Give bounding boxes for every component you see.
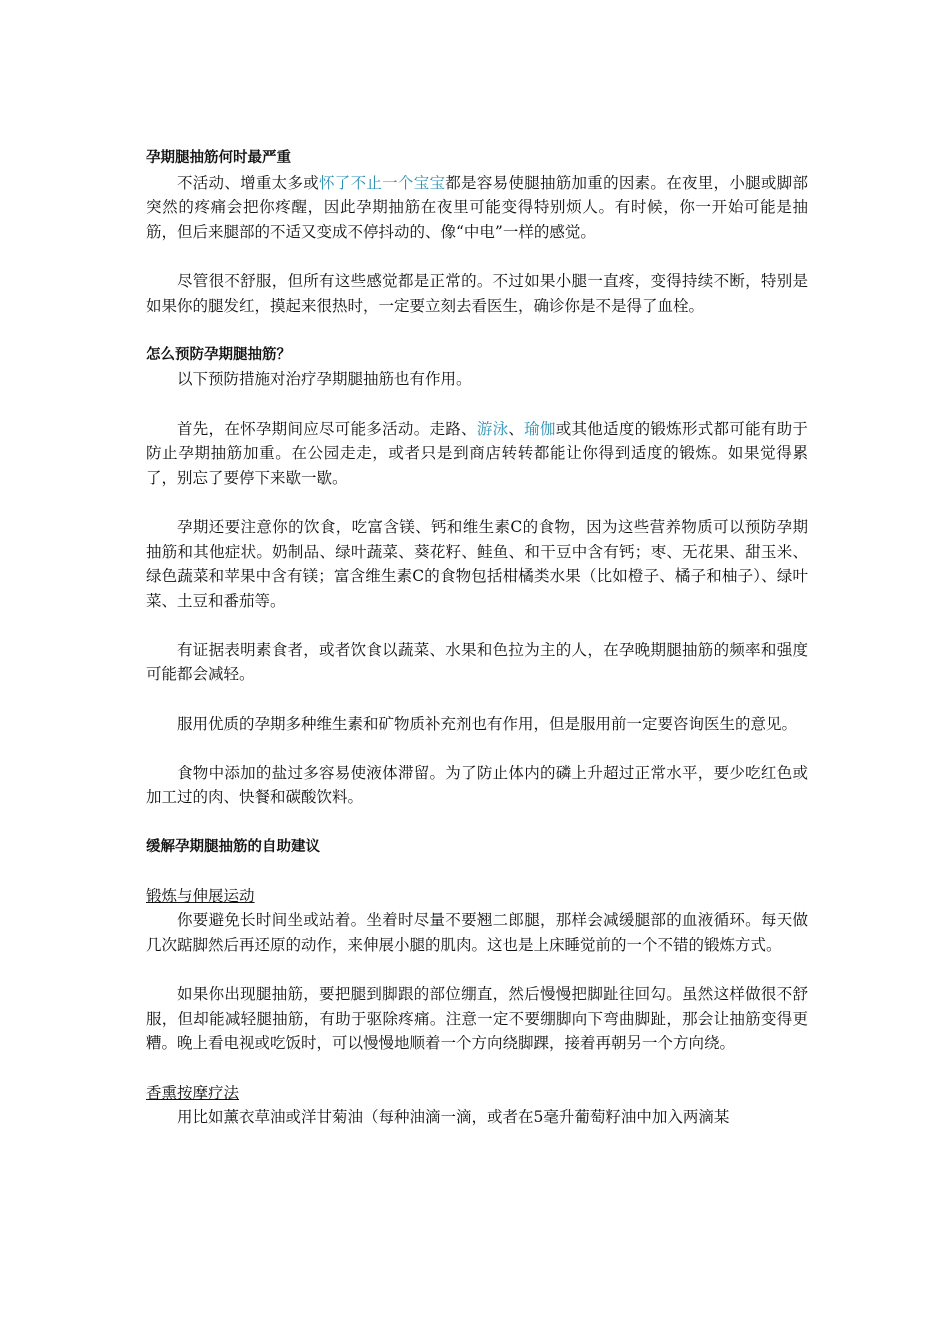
paragraph-prevention-3: 孕期还要注意你的饮食，吃富含镁、钙和维生素C的食物，因为这些营养物质可以预防孕期抽筋和其他症状。奶制品、绿叶蔬菜、葵花籽、鲑鱼、和干豆中含有钙；枣、无花果、甜玉米、绿色蔬菜和苹果中含有镁；富含维生素C的食物包括柑橘类水果（比如橙子、橘子和柚子）、绿叶菜、土豆和番茄等。	[146, 517, 808, 610]
paragraph-self-help-3: 用比如薰衣草油或洋甘菊油（每种油滴一滴，或者在5毫升葡萄籽油中加入两滴某	[177, 1108, 730, 1127]
paragraph-prevention-5: 服用优质的孕期多种维生素和矿物质补充剂也有作用，但是服用前一定要咨询医生的意见。	[177, 714, 798, 733]
paragraph-prevention-4: 有证据表明素食者，或者饮食以蔬菜、水果和色拉为主的人，在孕晚期腿抽筋的频率和强度可能都会减轻。	[146, 640, 808, 684]
paragraph-self-help-1: 你要避免长时间坐或站着。坐着时尽量不要翘二郎腿，那样会减缓腿部的血液循环。每天做几次踮脚然后再还原的动作，来伸展小腿的肌肉。这也是上床睡觉前的一个不错的锻炼方式。	[146, 911, 808, 954]
section-heading-self-help: 缓解孕期腿抽筋的自助建议	[146, 838, 320, 855]
paragraph-prevention-2: 首先，在怀孕期间应尽可能多活动。走路、游泳、瑜伽或其他适度的锻炼形式都可能有助于防止孕期抽筋加重。在公园走走，或者只是到商店转转都能让你得到适度的锻炼。如果觉得累了，别忘了要停下来歇一歇。	[146, 419, 808, 487]
subheading-aromatherapy: 香熏按摩疗法	[146, 1083, 240, 1102]
paragraph-when-worst-1: 不活动、增重太多或怀了不止一个宝宝都是容易使腿抽筋加重的因素。在夜里，小腿或脚部突然的疼痛会把你疼醒，因此孕期抽筋在夜里可能变得特别烦人。有时候，你一开始可能是抽筋，但后来腿部的不适又变成不停抖动的、像“中电”一样的感觉。	[146, 173, 808, 241]
section-heading-prevention: 怎么预防孕期腿抽筋？	[146, 346, 291, 363]
link-multiple-babies[interactable]: 怀了不止一个宝宝	[319, 173, 446, 192]
paragraph-prevention-6: 食物中添加的盐过多容易使液体滞留。为了防止体内的磷上升超过正常水平，要少吃红色或加工过的肉、快餐和碳酸饮料。	[146, 763, 808, 807]
link-swimming[interactable]: 游泳	[476, 419, 509, 438]
paragraph-self-help-2: 如果你出现腿抽筋，要把腿到脚跟的部位绷直，然后慢慢把脚趾往回勾。虽然这样做很不舒服，但却能减轻腿抽筋，有助于驱除疼痛。注意一定不要绷脚向下弯曲脚趾，那会让抽筋变得更糟。晚上看电视或吃饭时，可以慢慢地顺着一个方向绕脚踝，接着再朝另一个方向绕。	[146, 985, 808, 1053]
paragraph-when-worst-2: 尽管很不舒服，但所有这些感觉都是正常的。不过如果小腿一直疼，变得持续不断，特别是如果你的腿发红，摸起来很热时，一定要立刻去看医生，确诊你是不是得了血栓。	[146, 271, 808, 315]
section-heading-when-worst: 孕期腿抽筋何时最严重	[146, 150, 291, 166]
subheading-exercise: 锻炼与伸展运动	[146, 886, 255, 905]
document-page	[146, 146, 808, 1130]
link-yoga[interactable]: 瑜伽	[524, 419, 556, 438]
paragraph-prevention-1: 以下预防措施对治疗孕期腿抽筋也有作用。	[177, 370, 472, 389]
